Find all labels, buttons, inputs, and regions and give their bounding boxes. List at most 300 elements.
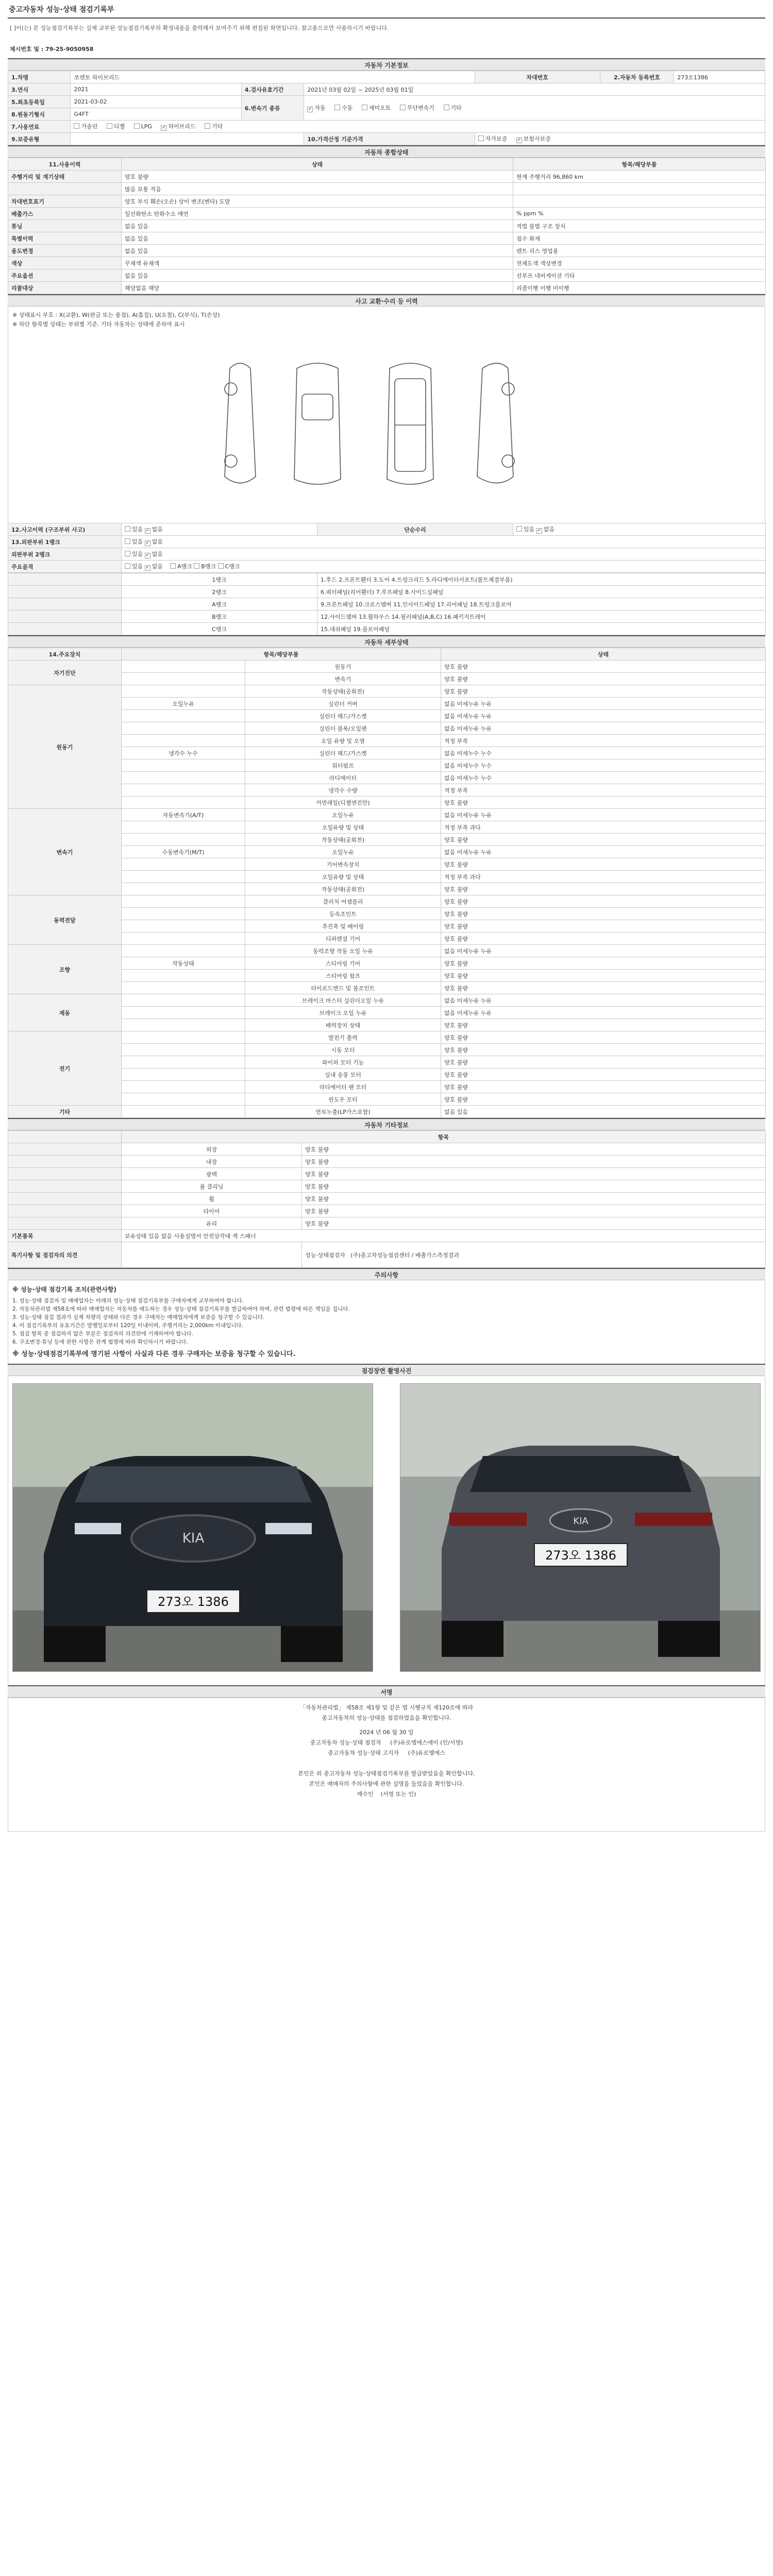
exterior2-label: 외판부위 2랭크 [8,548,122,561]
detail-status: 양호 불량 [441,908,766,920]
detail-status: 없음 미세누수 누수 [441,772,766,784]
general-cell: 양호 부식 훼손(오손) 상이 변조(변타) 도말 [122,195,513,208]
detail-status: 양호 불량 [441,1044,766,1056]
general-cell: 선루프 네비게이션 기타 [513,269,766,282]
main-frame-value: 있음 ✓ 없음 A랭크 B랭크 C랭크 [122,561,766,573]
detail-status: 양호 불량 [441,883,766,895]
detail-item: 오일 유량 및 오염 [245,735,441,747]
simple-repair-label: 단순수리 [317,523,513,536]
detail-status: 양호 불량 [441,1031,766,1044]
basic-value [71,133,304,145]
basic-label: 1.차명 [8,71,71,83]
general-cell: 많음 보통 적음 [122,183,513,195]
general-cell: 없음 있음 [122,269,513,282]
detail-item [122,673,245,685]
rank-group [8,598,122,611]
detail-item: 작동상태 [122,957,245,970]
caution-block [8,1280,765,1364]
etc-item: 내장 [122,1156,302,1168]
detail-status: 없음 미세누유 누유 [441,945,766,957]
detail-item [122,1019,245,1031]
detail-item [122,796,245,809]
general-cell: 해당없음 해당 [122,282,513,294]
detail-row [8,710,766,722]
detail-status: 양호 불량 [441,895,766,908]
general-cell: 현재 주행거리 96,860 km [513,171,766,183]
general-cell: 전체도색 색상변경 [513,257,766,269]
detail-status: 양호 불량 [441,796,766,809]
etc-group [8,1143,122,1156]
rank-items: 9.프론트패널 10.크로스멤버 11.인사이드패널 17.리어패널 18.트렁크플로어 [317,598,766,611]
detail-item: 브레이크 오일 누유 [245,1007,441,1019]
detail-item: 오일누유 [122,698,245,710]
detail-item: 클러치 어셈블리 [245,895,441,908]
detail-status: 적정 부족 과다 [441,871,766,883]
etc-item: 광택 [122,1168,302,1180]
buyer-line: 본인은 매매자의 주의사항에 관한 설명을 들었음을 확인합니다. [309,1781,464,1787]
exterior2-value: 있음 ✓ 없음 [122,548,766,561]
detail-item: 냉각수 누수 [122,747,245,759]
detail-status: 양호 불량 [441,1081,766,1093]
detail-row [8,784,766,796]
detail-item [122,883,245,895]
detail-item: 오일누유 [245,846,441,858]
general-cell: 양호 불량 [122,171,513,183]
detail-row [8,685,766,698]
general-cell: 용도변경 [8,245,122,257]
caution-line: 5. 점검 항목 중 점검하지 않은 부분은 점검자의 의견란에 기재하여야 합니다. [12,1331,194,1337]
detail-item: 스티어링 펌프 [245,970,441,982]
general-row [8,245,766,257]
general-cell [8,183,122,195]
general-cell: 상태 [122,158,513,171]
warranty-options: 자가보증 ✓ 보험사보증 [475,133,765,145]
detail-group: 조향 [8,945,122,994]
detail-row [8,846,766,858]
detail-item: 오일유량 및 상태 [245,821,441,834]
detail-item [122,908,245,920]
detail-row [8,735,766,747]
detail-header: 14.주요장치 [8,648,122,660]
detail-item [122,920,245,933]
general-cell: 항목/해당부품 [513,158,766,171]
detail-status: 양호 불량 [441,685,766,698]
detail-item: 연료누출(LP가스포함) [245,1106,441,1118]
detail-row [8,1031,766,1044]
exterior-value: 있음 ✓ 없음 [122,536,766,548]
etc-row [8,1168,766,1180]
detail-row [8,970,766,982]
detail-status: 양호 불량 [441,834,766,846]
rank-group [8,586,122,598]
basic-value: 2021-03-02 [71,96,241,108]
detail-item [122,735,245,747]
etc-item: 휠 [122,1193,302,1205]
detail-table [8,648,766,1118]
detail-row [8,1007,766,1019]
general-cell: 주행거리 및 계기상태 [8,171,122,183]
general-cell: 차대번호표기 [8,195,122,208]
car-outline-diagram [220,358,554,492]
front-photo [12,1383,373,1672]
general-cell: 적법 불법 구조 장치 [513,220,766,232]
basic-label: 9.보증유형 [8,133,71,145]
detail-item: 시동 모터 [245,1044,441,1056]
caution-heading: ※ 성능·상태 점검기록 조치(관련사항) [12,1286,117,1293]
detail-item: 냉각수 수량 [245,784,441,796]
detail-row [8,871,766,883]
detail-row [8,1019,766,1031]
basic-label: 3.연식 [8,83,71,96]
etc-item: 타이어 [122,1205,302,1217]
detail-item: 디퍼렌셜 기어 [245,933,441,945]
detail-row [8,722,766,735]
etc-group [8,1205,122,1217]
etc-group [8,1217,122,1230]
detail-header: 상태 [441,648,766,660]
detail-item: 오일누유 [245,809,441,821]
detail-item: 타이로드엔드 및 볼조인트 [245,982,441,994]
basic-value: 273오1386 [674,71,765,83]
sign-line: 중고자동차의 성능·상태를 점검하였음을 확인합니다. [322,1715,451,1721]
detail-row [8,908,766,920]
page-title: 중고자동차 성능·상태 점검기록부 [8,0,765,19]
detail-row [8,933,766,945]
basic-value: 2021 [71,83,241,96]
rear-photo [400,1383,761,1672]
rank-items: 12.사이드멤버 13.휠하우스 14.필러패널(A,B,C) 16.패키지트레이 [317,611,766,623]
trans-options: ✓ 자동 수동 세미오토 무단변속기 기타 [304,96,765,121]
buyer-line: 본인은 위 중고자동차 성능·상태점검기록부를 발급받았음을 확인합니다. [298,1770,475,1777]
detail-status: 없음 미세누유 누유 [441,846,766,858]
exterior-rank-row [8,611,766,623]
general-row [8,257,766,269]
notice-text: [ ]이(는) 본 성능점검기록부는 실제 교부된 성능점검기록부의 확정내용을 출력해서 보여주기 위해 편집된 화면입니다. 참고용으로만 사용하시기 바랍니다. [10,25,389,31]
general-cell: 배출가스 [8,208,122,220]
detail-status: 양호 불량 [441,957,766,970]
detail-row [8,809,766,821]
detail-item [122,1044,245,1056]
detail-item: 등속조인트 [245,908,441,920]
parts-value: 보유상태 있음 없음 사용설명서 안전삼각대 잭 스패너 [122,1230,766,1242]
detail-status: 양호 불량 [441,1056,766,1069]
detail-item [122,685,245,698]
section-photos-title: 점검장면 촬영사진 [8,1364,765,1376]
exterior-rank-row [8,623,766,635]
diagram-legend: ※ 상태표시 부호 : X(교환), W(판금 또는 용접), A(흠집), U(요철), C(부식), T(손상) ※ 하단 항목별 상태는 부위별 기준. 기타 자동차는 상태에 준하여 표시 [12,312,220,328]
car-diagram-area [8,307,765,523]
etc-status: 양호 불량 [302,1193,766,1205]
main-frame-label: 주요골격 [8,561,122,573]
detail-item: 실린더 헤드/가스켓 [245,747,441,759]
general-row [8,208,766,220]
detail-item [122,1106,245,1118]
general-cell: 색상 [8,257,122,269]
section-damage-title: 사고 교환·수리 등 이력 [8,294,765,307]
etc-header: 항목 [122,1131,766,1143]
detail-item [122,834,245,846]
detail-status: 없음 있음 [441,1106,766,1118]
detail-status: 없음 미세누유 누유 [441,698,766,710]
detail-item: 기어변속장치 [245,858,441,871]
detail-row [8,772,766,784]
svg-text:KIA: KIA [182,1531,205,1546]
detail-row [8,883,766,895]
basic-label: 5.최초등록일 [8,96,71,108]
detail-item [122,722,245,735]
basic-value: 쏘렌토 하이브리드 [71,71,475,83]
battery-value: 성능·상태점검자 (주)중고차성능점검센터 / 배출가스측정결과 [302,1242,766,1268]
general-row [8,232,766,245]
detail-status: 적정 부족 과다 [441,821,766,834]
detail-item: 작동상태(공회전) [245,685,441,698]
etc-status: 양호 불량 [302,1180,766,1193]
accident-label: 12.사고이력 (구조부위 사고) [8,523,122,536]
detail-row [8,994,766,1007]
etc-row [8,1205,766,1217]
seller-row: 중고자동차 성능·상태 고지자 (주)유로엠에스 [328,1750,445,1756]
etc-status: 양호 불량 [302,1217,766,1230]
detail-item: 실린더 헤드/가스켓 [245,710,441,722]
etc-row [8,1143,766,1156]
detail-status: 없음 미세누수 누수 [441,759,766,772]
etc-group [8,1180,122,1193]
general-table [8,158,766,294]
section-detail-title: 자동차 세부상태 [8,635,765,648]
detail-status: 양호 불량 [441,1019,766,1031]
detail-status: 양호 불량 [441,673,766,685]
detail-item: 라디에이터 팬 모터 [245,1081,441,1093]
basic-label: 7.사용연료 [8,121,71,133]
detail-item: 변속기 [245,673,441,685]
general-cell: 주요옵션 [8,269,122,282]
detail-row [8,660,766,673]
detail-row [8,1081,766,1093]
front-plate: 273오 1386 [158,1595,229,1609]
detail-item [122,945,245,957]
general-cell: 11.사용이력 [8,158,122,171]
rank-group [8,623,122,635]
detail-row [8,673,766,685]
basic-label: 6.변속기 종류 [241,96,304,121]
general-row [8,282,766,294]
etc-row [8,1180,766,1193]
caution-line: 1. 성능·상태 점검자 및 매매업자는 아래의 성능·상태 점검기록부를 구매자에게 교부하여야 합니다. [12,1298,244,1304]
basic-label: 4.검사유효기간 [241,83,304,96]
detail-item [122,982,245,994]
detail-item: 작동상태(공회전) [245,883,441,895]
detail-item: 라디에이터 [245,772,441,784]
exterior-rank-row [8,573,766,586]
etc-table [8,1130,766,1268]
detail-status: 적정 부족 [441,735,766,747]
etc-item: 룸 클리닝 [122,1180,302,1193]
section-basic-title: 자동차 기본정보 [8,58,765,71]
general-cell: 리콜이행 이행 미이행 [513,282,766,294]
detail-status: 없음 미세누유 누유 [441,722,766,735]
detail-row [8,982,766,994]
detail-item [122,970,245,982]
general-row [8,158,766,171]
detail-item [122,772,245,784]
detail-status: 없음 미세누유 누유 [441,1007,766,1019]
detail-item: 추진축 및 베어링 [245,920,441,933]
detail-item [122,871,245,883]
sign-date: 2024 년 06 월 30 일 [359,1729,414,1736]
etc-row [8,1156,766,1168]
detail-item: 수동변속기(M/T) [122,846,245,858]
general-cell: 무채색 유채색 [122,257,513,269]
detail-item: 발전기 출력 [245,1031,441,1044]
detail-status: 양호 불량 [441,858,766,871]
exterior-rank-row [8,598,766,611]
detail-item: 윈도우 모터 [245,1093,441,1106]
rank-items: 15.대쉬패널 19.플로어패널 [317,623,766,635]
sign-line: 「자동차관리법」 제58조 제1항 및 같은 법 시행규칙 제120조에 따라 [299,1704,474,1711]
detail-status: 적정 부족 [441,784,766,796]
exterior-rank-row [8,586,766,598]
basic-value: G4FT [71,108,241,121]
detail-row [8,1106,766,1118]
inspector-row: 중고자동차 성능·상태 점검자 (주)유로엠에스에이 (인/서명) [310,1739,463,1746]
detail-header: 항목/해당부품 [122,648,441,660]
rank-group [8,611,122,623]
general-cell [513,183,766,195]
general-row [8,269,766,282]
detail-item [122,895,245,908]
detail-item: 실내 송풍 모터 [245,1069,441,1081]
detail-status: 양호 불량 [441,933,766,945]
opinion-label: 특기사항 및 점검자의 의견 [8,1242,122,1268]
general-row [8,171,766,183]
caution-strong: ※ 성능·상태점검기록부에 명기된 사항이 사실과 다른 경우 구매자는 보증을 청구할 수 있습니다. [12,1350,296,1358]
detail-group: 기타 [8,1106,122,1118]
detail-row [8,698,766,710]
detail-row [8,957,766,970]
detail-item [122,1007,245,1019]
parts-label: 기본품목 [8,1230,122,1242]
detail-item [122,858,245,871]
exterior-rank-table [8,573,766,635]
detail-item: 원동기 [245,660,441,673]
detail-status: 없음 미세누유 누유 [441,994,766,1007]
exterior-label: 13.외판부위 1랭크 [8,536,122,548]
general-cell: 리콜대상 [8,282,122,294]
etc-row [8,1193,766,1205]
etc-status: 양호 불량 [302,1168,766,1180]
rear-plate: 273오 1386 [545,1548,616,1563]
fuel-options: 가솔린 디젤 LPG ✓ 하이브리드 기타 [71,121,765,133]
detail-item [122,660,245,673]
rank-group [8,573,122,586]
detail-status: 없음 미세누수 누수 [441,747,766,759]
detail-row [8,920,766,933]
section-etc-title: 자동차 기타정보 [8,1118,765,1130]
buyer-row: 매수인 (서명 또는 인) [357,1791,416,1798]
detail-row [8,747,766,759]
detail-row [8,1069,766,1081]
detail-item [122,1056,245,1069]
price-label: 10.가격산정 기준가격 [304,133,475,145]
detail-row [8,1093,766,1106]
detail-row [8,858,766,871]
caution-line: 4. 이 점검기록부의 유효기간은 발행일로부터 120일 이내이며, 주행거리는 2,000km 이내입니다. [12,1323,243,1329]
section-caution-title: 주의사항 [8,1268,765,1280]
general-cell: 렌트 리스 영업용 [513,245,766,257]
section-sign-title: 서명 [8,1685,765,1698]
detail-row [8,945,766,957]
general-cell: 침수 화재 [513,232,766,245]
detail-item [122,710,245,722]
detail-item: 작동상태(공회전) [245,834,441,846]
detail-item [122,1031,245,1044]
detail-item [122,784,245,796]
etc-status: 양호 불량 [302,1205,766,1217]
general-cell: % ppm % [513,208,766,220]
detail-item: 실린더 커버 [245,698,441,710]
detail-row [8,1056,766,1069]
caution-line: 2. 자동차관리법 제58조에 따라 매매업자는 자동차를 매도하는 경우 성능·상태 점검기록부를 발급하여야 하며, 관련 법령에 따른 책임을 집니다. [12,1306,350,1312]
rank-label: C랭크 [122,623,317,635]
detail-item [122,994,245,1007]
rank-label: B랭크 [122,611,317,623]
detail-status: 없음 미세누유 누유 [441,809,766,821]
photo-area [8,1376,765,1685]
rank-items: 1.후드 2.프론트휀더 3.도어 4.트렁크리드 5.라디에이터서포트(볼트체결부품) [317,573,766,586]
etc-status: 양호 불량 [302,1156,766,1168]
detail-row [8,796,766,809]
basic-value: 2021년 03월 02일 ~ 2025년 03월 01일 [304,83,765,96]
detail-status: 양호 불량 [441,660,766,673]
general-row [8,183,766,195]
detail-group: 제동 [8,994,122,1031]
caution-line: 3. 성능·상태 점검 결과가 실제 차량의 상태와 다른 경우 구매자는 매매업자에게 보증을 청구할 수 있습니다. [12,1314,265,1320]
general-row [8,220,766,232]
detail-group: 자기진단 [8,660,122,685]
general-cell [513,195,766,208]
basic-label: 차대번호 [475,71,600,83]
etc-item: 유리 [122,1217,302,1230]
caution-line: 6. 구조변경·튜닝 등에 관한 사항은 관계 법령에 따라 확인하시기 바랍니다. [12,1339,188,1345]
detail-status: 없음 미세누유 누유 [441,710,766,722]
general-row [8,195,766,208]
detail-status: 양호 불량 [441,1069,766,1081]
detail-item: 와이퍼 모터 기능 [245,1056,441,1069]
rank-label: 2랭크 [122,586,317,598]
detail-status: 양호 불량 [441,920,766,933]
general-cell: 없음 있음 [122,220,513,232]
detail-item [122,759,245,772]
etc-group [8,1156,122,1168]
etc-status: 양호 불량 [302,1143,766,1156]
detail-item: 워터펌프 [245,759,441,772]
etc-group [8,1193,122,1205]
detail-item [122,1081,245,1093]
sign-block [8,1698,765,1832]
rank-label: 1랭크 [122,573,317,586]
general-cell: 일산화탄소 탄화수소 매연 [122,208,513,220]
detail-row [8,821,766,834]
simple-repair-value: 있음 ✓ 없음 [513,523,766,536]
detail-item [122,1093,245,1106]
detail-status: 양호 불량 [441,982,766,994]
accident-value: 있음 ✓ 없음 [122,523,317,536]
detail-row [8,759,766,772]
detail-item: 커먼레일(디젤엔진만) [245,796,441,809]
detail-item [122,821,245,834]
detail-row [8,834,766,846]
general-cell: 없음 있음 [122,245,513,257]
